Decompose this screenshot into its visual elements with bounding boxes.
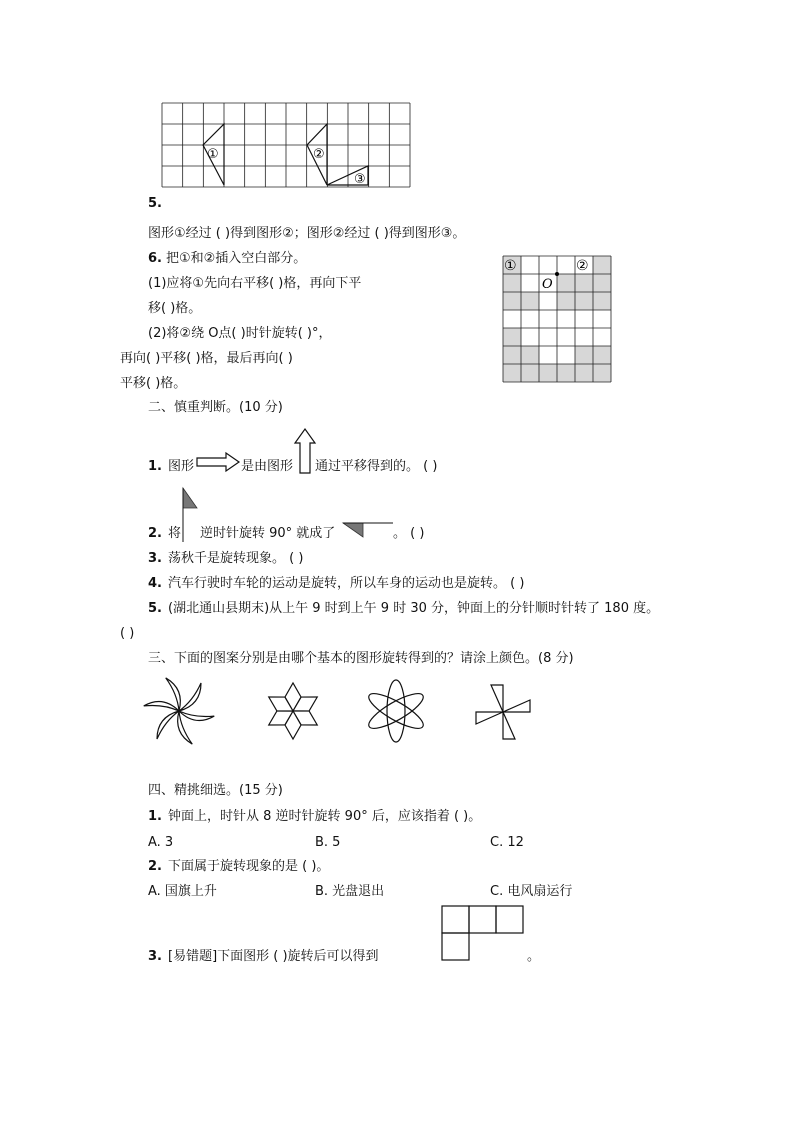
q6-label-shape1: ① <box>504 258 517 274</box>
q6-label-shape2: ② <box>576 258 589 274</box>
q6-point-o <box>555 272 559 276</box>
swirl-blade <box>179 697 214 730</box>
q6-part2-line3: 平移( )格。 <box>120 376 187 391</box>
flag-shape-horizontal-icon <box>342 522 394 540</box>
pattern-swirl-pinwheel <box>146 678 212 744</box>
q6-part2-line2: 再向( )平移( )格，最后再向( ) <box>120 351 293 366</box>
q6-label-o: O <box>542 277 553 292</box>
q6-grid-figure <box>503 256 611 382</box>
swirl-blade <box>179 683 201 711</box>
sec4-q1-option-c: C. 12 <box>490 835 524 850</box>
sec4-q3-number: 3. <box>148 949 162 964</box>
right-arrow-icon <box>196 452 240 472</box>
sec4-header: 四、精挑细选。(15 分) <box>148 783 283 798</box>
sec2-item2-number: 2. <box>148 526 162 541</box>
q5-grid-lines <box>162 103 410 187</box>
q5-label-3: ③ <box>354 172 366 187</box>
q5-text: 图形①经过 ( )得到图形②；图形②经过 ( )得到图形③。 <box>148 226 466 241</box>
sec4-q3-end: 。 <box>527 949 541 964</box>
sec2-item1-text-a: 图形 <box>168 459 195 474</box>
windmill-blade <box>491 685 503 712</box>
q5-label-2: ② <box>313 147 325 162</box>
sec4-q2-text: 下面属于旋转现象的是 ( )。 <box>168 859 330 874</box>
sec2-item3-text: 荡秋千是旋转现象。 ( ) <box>168 551 304 566</box>
sec4-q2-option-b: B. 光盘退出 <box>315 884 385 899</box>
pattern-windmill <box>472 683 534 741</box>
q5-label-1: ① <box>207 147 219 162</box>
up-arrow-icon <box>294 428 316 474</box>
sec2-item2-text-a: 将 <box>168 526 182 541</box>
sec2-item2-text-c: 。 ( ) <box>393 526 425 541</box>
windmill-blade <box>503 712 515 739</box>
windmill-blade <box>503 700 530 712</box>
sec2-header: 二、慎重判断。(10 分) <box>148 400 283 415</box>
sec4-q1-option-a: A. 3 <box>148 835 174 850</box>
sec2-item3-number: 3. <box>148 551 162 566</box>
sec2-item1-number: 1. <box>148 459 162 474</box>
windmill-blade <box>476 712 503 724</box>
q6-part2-line1: (2)将②绕 O点( )时针旋转( )°， <box>148 326 332 341</box>
sec2-item5-paren: ( ) <box>120 626 135 641</box>
q6-number: 6. <box>148 251 162 266</box>
sec4-q1-option-b: B. 5 <box>315 835 341 850</box>
flag-shape-vertical-icon <box>181 487 199 543</box>
pattern-three-ellipses <box>367 677 425 745</box>
q5-grid-figure <box>162 103 410 187</box>
sec4-q2-option-a: A. 国旗上升 <box>148 884 217 899</box>
sec4-q2-number: 2. <box>148 859 162 874</box>
sec2-item1-text-c: 通过平移得到的。 ( ) <box>315 459 438 474</box>
sec3-header: 三、下面的图案分别是由哪个基本的图形旋转得到的？请涂上颜色。(8 分) <box>148 651 574 666</box>
q6-part1-line1: (1)应将①先向右平移( )格，再向下平 <box>148 276 362 291</box>
swirl-blade <box>157 711 179 739</box>
sec2-item4-number: 4. <box>148 576 162 591</box>
sec2-item4-text: 汽车行驶时车轮的运动是旋转，所以车身的运动也是旋转。 ( ) <box>168 576 525 591</box>
l-shaped-squares-figure <box>441 905 527 961</box>
sec4-q2-option-c: C. 电风扇运行 <box>490 884 573 899</box>
sec2-item5-number: 5. <box>148 601 162 616</box>
q6-title: 把①和②插入空白部分。 <box>166 251 307 266</box>
sec4-q3-text: [易错题]下面图形 ( )旋转后可以得到 <box>168 949 379 964</box>
q6-part1-line2: 移( )格。 <box>148 301 202 316</box>
pattern-six-rhombus-star <box>262 681 324 741</box>
sec4-q1-number: 1. <box>148 809 162 824</box>
sec4-q1-text: 钟面上，时针从 8 逆时针旋转 90° 后，应该指着 ( )。 <box>168 809 482 824</box>
swirl-blade <box>144 692 179 725</box>
sec2-item1-text-b: 是由图形 <box>241 459 294 474</box>
sec2-item2-text-b: 逆时针旋转 90° 就成了 <box>200 526 336 541</box>
sec2-item5-text: (湖北通山县期末)从上午 9 时到上午 9 时 30 分，钟面上的分针顺时针转了 180 度。 <box>168 601 660 616</box>
q5-number: 5. <box>148 196 162 211</box>
